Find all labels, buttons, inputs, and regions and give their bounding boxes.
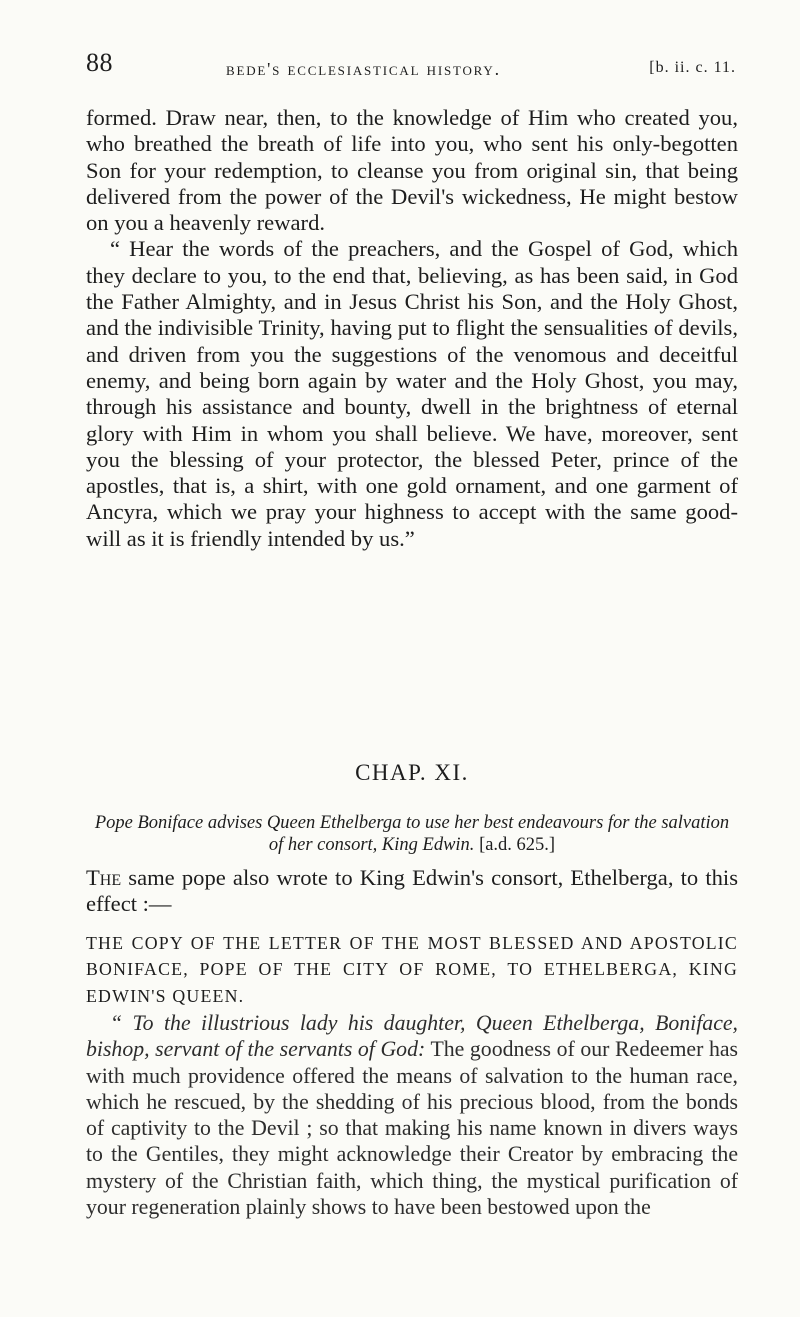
- intro-text: [86, 865, 738, 918]
- page-number: 88: [86, 48, 113, 77]
- intro-rest: same pope also wrote to King Edwin's consort, Ethelberga, to this effect :—: [86, 865, 738, 917]
- letter-title: THE COPY OF THE LETTER OF THE MOST BLESSED AND APOSTOLIC BONIFACE, POPE OF THE CITY OF ROME, TO ETHELBERGA, KING EDWIN'S QUEEN.: [86, 933, 738, 1006]
- letter-body: [86, 1010, 738, 1220]
- chapter-summary: [86, 812, 738, 856]
- page-header: [86, 48, 736, 88]
- letter-salutation: “ To the illustrious lady his daughter, Queen Ethelberga, Boniface, bishop, servant of the servants of God:: [86, 1011, 738, 1062]
- chapter-summary-text: Pope Boniface advises Queen Ethelberga to use her best endeavours for the salvation of her consort, King Edwin.: [94, 813, 730, 855]
- chapter-date: [a.d. 625.]: [479, 835, 556, 855]
- paragraph-1: formed. Draw near, then, to the knowledge of Him who created you, who breathed the breath of life into you, who sent his only-begotten Son for your redemption, to cleanse you from original sin, that being delivered from the power of the Devil's wickedness, He might bestow on you a heavenly reward.: [86, 105, 738, 236]
- chapter-heading: CHAP. XI.: [355, 760, 469, 785]
- running-head: bede's ecclesiastical history.: [226, 59, 501, 79]
- paragraph-2: “ Hear the words of the preachers, and the Gospel of God, which they declare to you, to the end that, believing, as has been said, in God the Father Almighty, and in Jesus Christ his Son, and the Holy Ghost, and the indivisible Trinity, having put to flight the sensualities of devils, and driven from you the suggestions of the venomous and deceitful enemy, and being born again by water and the Holy Ghost, you may, through his assistance and bounty, dwell in the brightness of eternal glory with Him in whom you shall believe. We have, moreover, sent you the blessing of your protector, the blessed Peter, prince of the apostles, that is, a shirt, with one gold ornament, and one garment of Ancyra, which we pray your highness to accept with the same good-will as it is friendly intended by us.”: [86, 236, 738, 551]
- section-reference: [b. ii. c. 11.: [649, 59, 736, 76]
- letter-body-text: The goodness of our Redeemer has with much providence offered the means of salvation to the human race, which he rescued, by the shedding of his precious blood, from the bonds of captivity to the Devil ; so that making his name known in divers ways to the Gentiles, they might acknowledge their Creator by embracing the mystery of the Christian faith, which thing, the mystical purification of your regeneration plainly shows to have been bestowed upon the: [86, 1037, 738, 1220]
- main-text: [86, 105, 738, 552]
- letter-paragraph: [86, 1010, 738, 1220]
- intro-first-word: The: [86, 865, 122, 890]
- intro-paragraph: [86, 865, 738, 918]
